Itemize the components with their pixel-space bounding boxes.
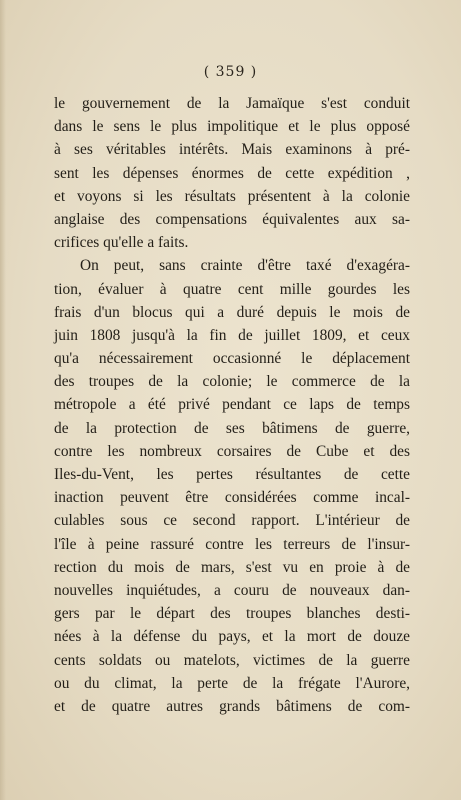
text-line: nées à la défense du pays, et la mort de douze xyxy=(54,628,410,646)
text-line: sent les dépenses énormes de cette expédition , xyxy=(54,164,410,182)
page-number: ( 359 ) xyxy=(203,64,258,80)
text-line: l'île à peine rassuré contre les terreurs de l'insur- xyxy=(54,535,410,553)
text-line: tion, évaluer à quatre cent mille gourdes les xyxy=(54,280,410,298)
text-line: cents soldats ou matelots, victimes de la guerre xyxy=(54,651,410,669)
text-line: qu'a nécessairement occasionné le déplacement xyxy=(54,350,410,368)
text-line: rection du mois de mars, s'est vu en proie à de xyxy=(54,558,410,576)
text-line: et de quatre autres grands bâtimens de com- xyxy=(54,697,410,715)
text-line: métropole a été privé pendant ce laps de temps xyxy=(54,396,410,414)
text-line: gers par le départ des troupes blanches desti- xyxy=(54,605,410,623)
page-gutter-shadow xyxy=(0,0,6,800)
text-line: Iles-du-Vent, les pertes résultantes de cette xyxy=(54,466,410,483)
text-line: le gouvernement de la Jamaïque s'est conduit xyxy=(54,95,410,112)
text-line: ou du climat, la perte de la frégate l'Aurore, xyxy=(54,674,410,692)
text-line: contre les nombreux corsaires de Cube et des xyxy=(54,442,410,460)
text-line: frais d'un blocus qui a duré depuis le mois de xyxy=(54,303,410,321)
text-line: anglaise des compensations équivalentes aux sa- xyxy=(54,210,410,228)
text-line: juin 1808 jusqu'à la fin de juillet 1809, et ceux xyxy=(54,326,410,344)
text-line: des troupes de la colonie; le commerce de la xyxy=(54,373,410,391)
text-line: dans le sens le plus impolitique et le plus opposé xyxy=(54,118,410,136)
text-line: à ses véritables intérêts. Mais examinons à pré- xyxy=(54,141,410,159)
text-line: crifices qu'elle a faits. xyxy=(54,234,189,252)
body-text xyxy=(54,92,410,718)
text-line: On peut, sans crainte d'être taxé d'exagéra- xyxy=(80,257,410,275)
text-line: culables sous ce second rapport. L'intérieur de xyxy=(54,512,410,530)
text-line: inaction peuvent être considérées comme incal- xyxy=(54,489,410,507)
text-line: de la protection de ses bâtimens de guerre, xyxy=(54,419,410,437)
text-line: nouvelles inquiétudes, a couru de nouveaux dan- xyxy=(54,581,410,599)
text-line: et voyons si les résultats présentent à la colonie xyxy=(54,187,410,205)
